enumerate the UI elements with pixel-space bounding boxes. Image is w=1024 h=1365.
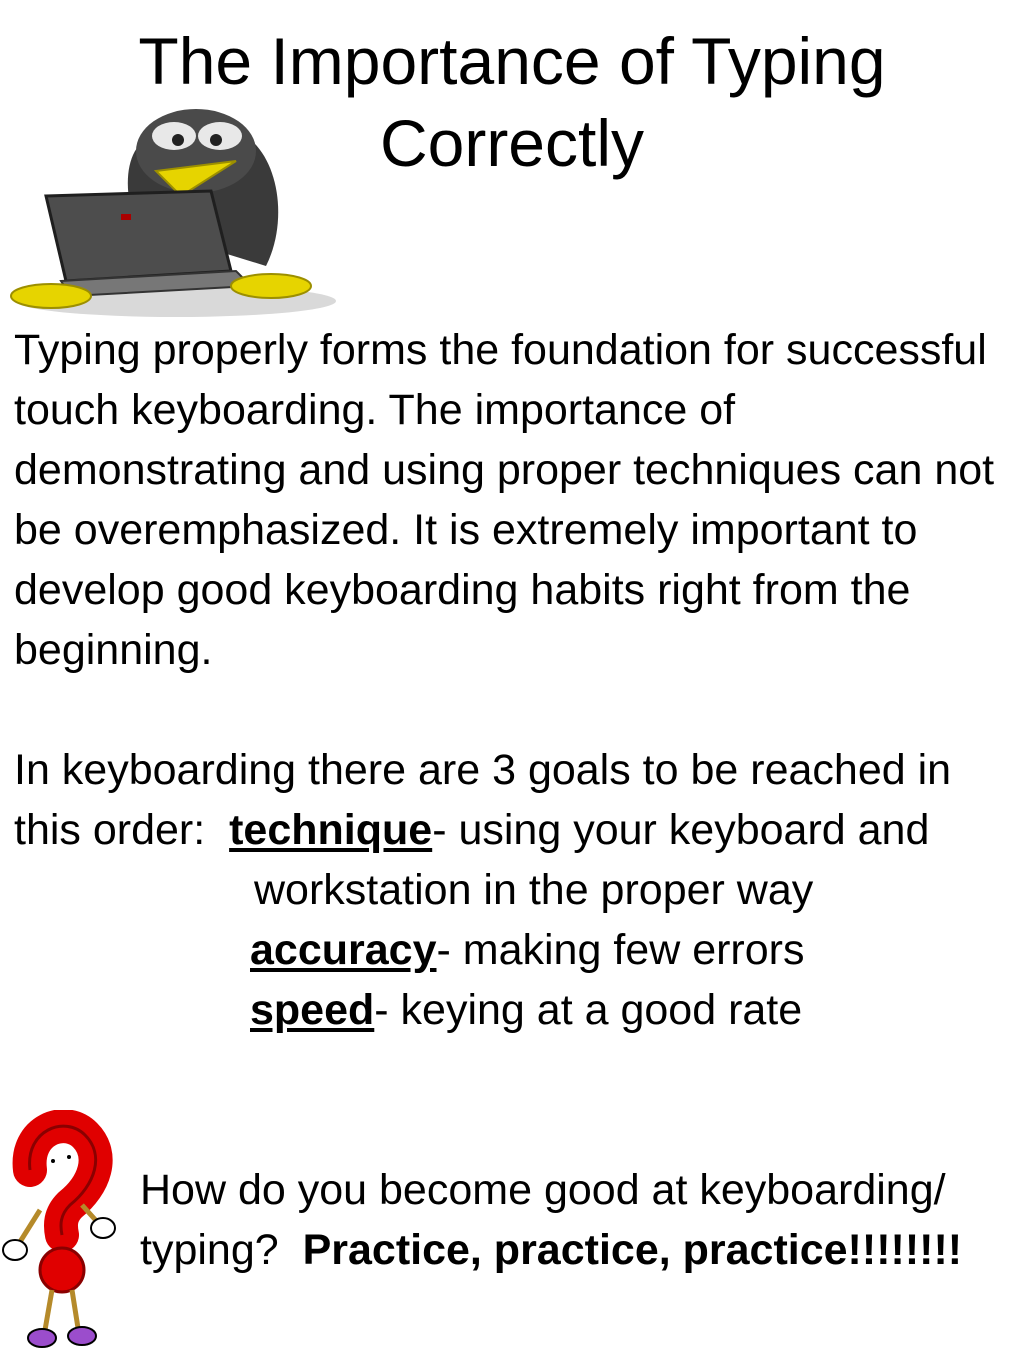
intro-paragraph: Typing properly forms the foundation for successful touch keyboarding. The importance of demonstrating and using proper techniques can not be overemphasized. It is extremely important to develop good keyboarding habits right from the beginning. bbox=[14, 326, 995, 674]
goal-accuracy-desc: - making few errors bbox=[436, 926, 805, 974]
slide-title: The Importance of Typing Correctly bbox=[138, 24, 886, 180]
goal-speed-desc: - keying at a good rate bbox=[374, 986, 803, 1034]
goal-technique-desc-continued: workstation in the proper way bbox=[254, 866, 814, 914]
goal-speed-term: speed bbox=[250, 986, 375, 1034]
goals-intro-line bbox=[14, 740, 1024, 860]
goals-intro-text: In keyboarding there are 3 goals to be reached in this order: bbox=[14, 746, 952, 854]
penguin-typing-laptop-icon bbox=[6, 96, 336, 321]
closing-question: How do you become good at keyboarding/ typing? bbox=[140, 1166, 946, 1274]
goal-technique-term: technique bbox=[229, 806, 433, 854]
goal-technique-desc: - using your keyboard and bbox=[432, 806, 930, 854]
closing-emphasis: Practice, practice, practice!!!!!!!! bbox=[302, 1226, 963, 1274]
closing-text bbox=[140, 1160, 1020, 1280]
goal-accuracy-term: accuracy bbox=[250, 926, 437, 974]
goal-speed bbox=[250, 980, 802, 1040]
goal-accuracy bbox=[250, 920, 804, 980]
question-mark-character-icon bbox=[0, 1110, 130, 1355]
